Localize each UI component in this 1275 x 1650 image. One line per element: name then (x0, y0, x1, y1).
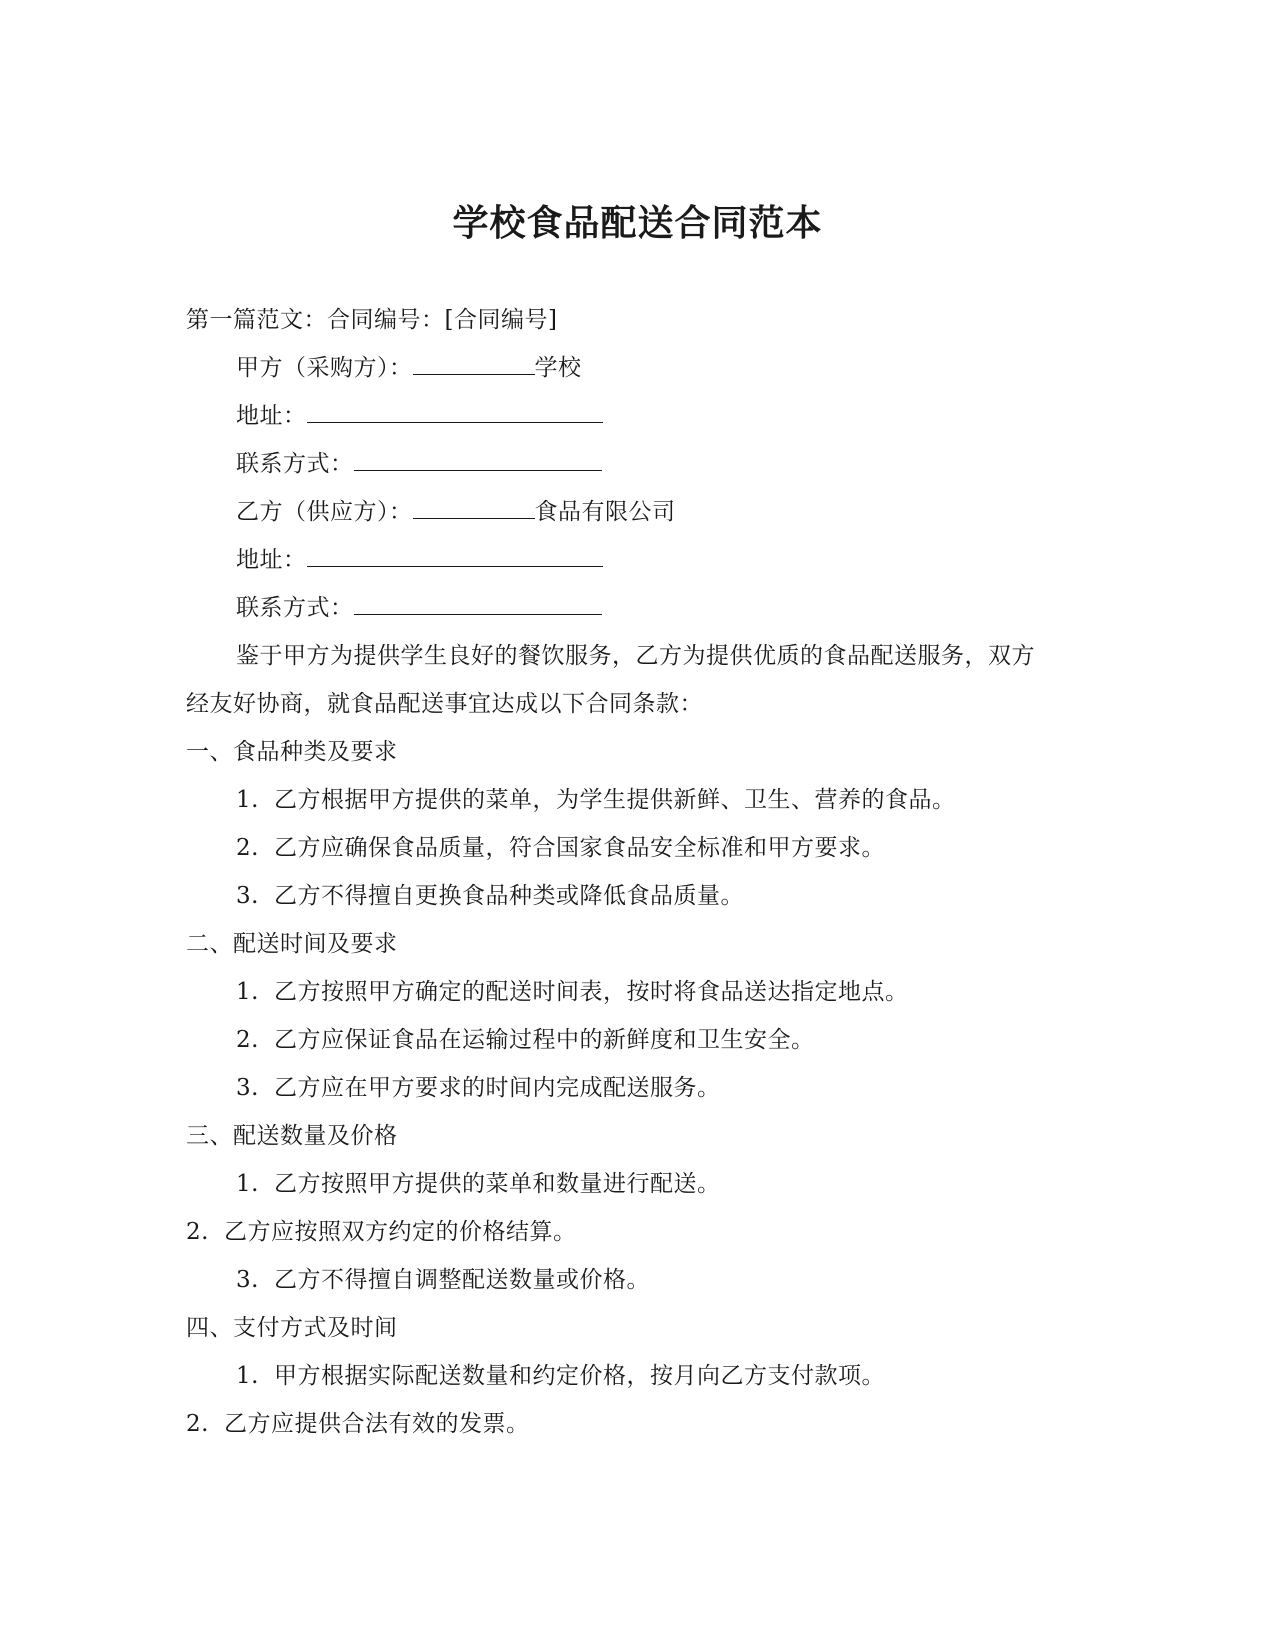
party-b-label: 乙方（供应方）： (236, 499, 413, 525)
item-number: 3. (236, 883, 259, 909)
contract-number-line: 第一篇范文：合同编号：[合同编号] (186, 307, 558, 333)
contact-b-label: 联系方式： (236, 595, 354, 621)
list-item (236, 782, 956, 818)
item-text: 乙方不得擅自更换食品种类或降低食品质量。 (274, 883, 744, 909)
party-b-blank (413, 494, 535, 519)
item-text: 乙方按照甲方提供的菜单和数量进行配送。 (274, 1171, 721, 1197)
list-item (186, 1406, 530, 1442)
document-title: 学校食品配送合同范本 (452, 202, 823, 244)
item-text: 乙方应在甲方要求的时间内完成配送服务。 (274, 1075, 721, 1101)
item-number: 2. (236, 835, 259, 861)
contact-a-label: 联系方式： (236, 451, 354, 477)
address-b-line (236, 542, 603, 578)
list-item (236, 1166, 721, 1202)
party-a-blank (413, 350, 535, 375)
list-item (236, 878, 744, 914)
list-item (236, 830, 885, 866)
item-number: 3. (236, 1267, 259, 1293)
address-a-label: 地址： (236, 403, 307, 429)
item-number: 2. (236, 1027, 259, 1053)
item-text: 乙方按照甲方确定的配送时间表，按时将食品送达指定地点。 (274, 979, 909, 1005)
list-item (236, 1070, 721, 1106)
party-a-suffix: 学校 (534, 355, 582, 381)
list-item (236, 1022, 815, 1058)
item-text: 乙方应确保食品质量，符合国家食品安全标准和甲方要求。 (274, 835, 885, 861)
party-b-line (236, 494, 676, 530)
item-text: 甲方根据实际配送数量和约定价格，按月向乙方支付款项。 (274, 1363, 885, 1389)
item-number: 3. (236, 1075, 259, 1101)
section-heading: 四、支付方式及时间 (186, 1315, 398, 1341)
item-text: 乙方应按照双方约定的价格结算。 (224, 1219, 577, 1245)
contact-a-blank (354, 446, 602, 471)
item-number: 1. (236, 1171, 259, 1197)
section-heading: 三、配送数量及价格 (186, 1123, 398, 1149)
item-number: 1. (236, 979, 259, 1005)
address-a-line (236, 398, 603, 434)
item-number: 2. (186, 1219, 209, 1245)
list-item (236, 1262, 650, 1298)
section-heading: 二、配送时间及要求 (186, 931, 398, 957)
list-item (236, 974, 909, 1010)
list-item (236, 1358, 885, 1394)
address-a-blank (307, 398, 603, 423)
preamble-line-2: 经友好协商，就食品配送事宜达成以下合同条款： (186, 691, 703, 717)
preamble-line-1: 鉴于甲方为提供学生良好的餐饮服务，乙方为提供优质的食品配送服务，双方 (236, 643, 1035, 669)
list-item (186, 1214, 577, 1250)
item-text: 乙方应保证食品在运输过程中的新鲜度和卫生安全。 (274, 1027, 815, 1053)
contact-a-line (236, 446, 602, 482)
item-number: 1. (236, 787, 259, 813)
item-number: 1. (236, 1363, 259, 1389)
section-heading: 一、食品种类及要求 (186, 739, 398, 765)
party-b-suffix: 食品有限公司 (534, 499, 676, 525)
item-text: 乙方不得擅自调整配送数量或价格。 (274, 1267, 650, 1293)
item-text: 乙方根据甲方提供的菜单，为学生提供新鲜、卫生、营养的食品。 (274, 787, 956, 813)
item-text: 乙方应提供合法有效的发票。 (224, 1411, 530, 1437)
address-b-label: 地址： (236, 547, 307, 573)
contact-b-blank (354, 590, 602, 615)
party-a-line (236, 350, 582, 386)
contact-b-line (236, 590, 602, 626)
party-a-label: 甲方（采购方）： (236, 355, 413, 381)
address-b-blank (307, 542, 603, 567)
item-number: 2. (186, 1411, 209, 1437)
